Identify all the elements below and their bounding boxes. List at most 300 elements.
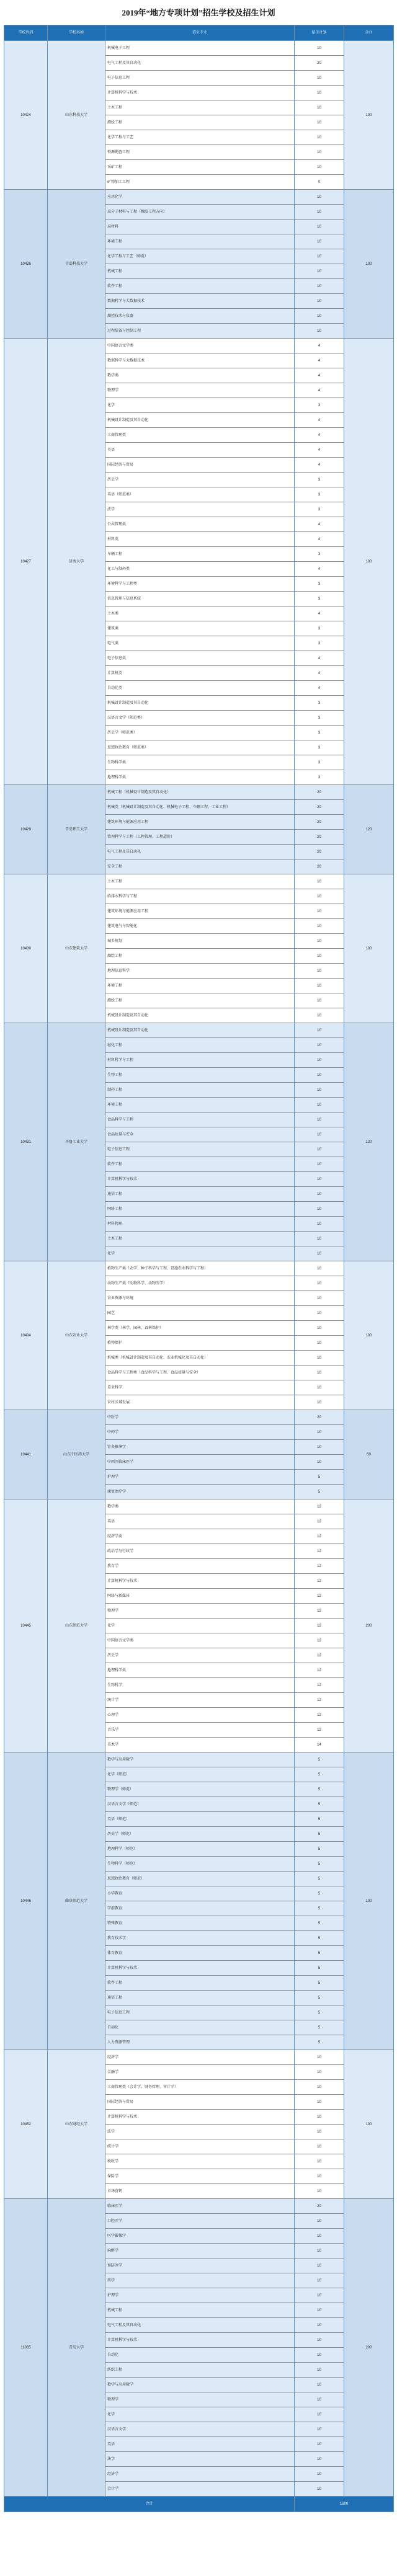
major-cell: 过程装备与控制工程: [105, 324, 295, 339]
major-cell: 管理科学与工程（工程管理、工程造价）: [105, 830, 295, 845]
plan-count-cell: 10: [295, 1068, 344, 1083]
major-cell: 金融学: [105, 2065, 295, 2080]
major-cell: 化学: [105, 1246, 295, 1261]
plan-count-cell: 3: [295, 502, 344, 517]
major-cell: 食品科学与工程: [105, 1113, 295, 1127]
major-cell: 自动化: [105, 2348, 295, 2363]
major-cell: 法学: [105, 2452, 295, 2467]
major-cell: 英语（师范）: [105, 1812, 295, 1827]
major-cell: 软件工程: [105, 279, 295, 294]
plan-count-cell: 12: [295, 1678, 344, 1693]
plan-count-cell: 4: [295, 666, 344, 681]
major-cell: 机械工程（机械设计制造及其自动化）: [105, 785, 295, 800]
major-cell: 地理科学类: [105, 770, 295, 785]
plan-count-cell: 3: [295, 770, 344, 785]
major-cell: 高材料: [105, 220, 295, 234]
major-cell: 测绘工程: [105, 949, 295, 964]
major-cell: 政治学与行政学: [105, 1544, 295, 1559]
plan-count-cell: 10: [295, 2139, 344, 2154]
major-cell: 测控技术与仪器: [105, 309, 295, 324]
plan-count-cell: 10: [295, 86, 344, 100]
plan-count-cell: 10: [295, 2407, 344, 2422]
major-cell: 体育教育: [105, 1946, 295, 1961]
major-cell: 城乡规划: [105, 934, 295, 949]
plan-count-cell: 10: [295, 2050, 344, 2065]
major-cell: 汉语言文学（师范）: [105, 1797, 295, 1812]
major-cell: 材料科学与工程: [105, 1053, 295, 1068]
plan-count-cell: 4: [295, 413, 344, 428]
school-total-cell: 100: [344, 1261, 394, 1410]
plan-count-cell: 5: [295, 2035, 344, 2050]
table-row: [4, 1410, 394, 1425]
plan-count-cell: 10: [295, 294, 344, 309]
major-cell: 物理学: [105, 1604, 295, 1619]
major-cell: 机械类（机械设计制造及其自动化、农业机械化及其自动化）: [105, 1351, 295, 1366]
major-cell: 保险学: [105, 2169, 295, 2184]
table-body: [4, 41, 394, 2497]
major-cell: 针灸推拿学: [105, 1440, 295, 1455]
major-cell: 化学: [105, 2407, 295, 2422]
major-cell: 电气工程及其自动化: [105, 845, 295, 859]
major-cell: 矿物加工工程: [105, 175, 295, 190]
school-total-cell: 200: [344, 2199, 394, 2497]
major-cell: 数学与应用数学: [105, 1752, 295, 1767]
plan-count-cell: 3: [295, 740, 344, 755]
major-cell: 汉语言文学（师范类）: [105, 711, 295, 726]
plan-count-cell: 3: [295, 636, 344, 651]
header-total: 合计: [344, 25, 394, 41]
plan-count-cell: 12: [295, 1514, 344, 1529]
plan-count-cell: 5: [295, 1752, 344, 1767]
plan-count-cell: 12: [295, 1604, 344, 1619]
major-cell: 历史学（师范类）: [105, 726, 295, 740]
plan-count-cell: 10: [295, 234, 344, 249]
major-cell: 物理学: [105, 383, 295, 398]
plan-count-cell: 10: [295, 2318, 344, 2333]
major-cell: 土木工程: [105, 874, 295, 889]
major-cell: 统计学: [105, 1693, 295, 1708]
plan-count-cell: 20: [295, 859, 344, 874]
plan-count-cell: 10: [295, 264, 344, 279]
school-code-cell: 10434: [4, 1261, 48, 1410]
plan-count-cell: 14: [295, 1738, 344, 1752]
plan-count-cell: 12: [295, 1589, 344, 1604]
plan-count-cell: 10: [295, 1440, 344, 1455]
major-cell: 数学类: [105, 368, 295, 383]
plan-count-cell: 5: [295, 1842, 344, 1857]
plan-count-cell: 10: [295, 1321, 344, 1336]
plan-count-cell: 12: [295, 1619, 344, 1633]
major-cell: 口腔医学: [105, 2214, 295, 2229]
plan-count-cell: 5: [295, 1901, 344, 1916]
plan-count-cell: 10: [295, 1113, 344, 1127]
school-total-cell: 100: [344, 190, 394, 339]
major-cell: 税收学: [105, 2154, 295, 2169]
major-cell: 土木工程: [105, 100, 295, 115]
major-cell: 环境科学与工程类: [105, 577, 295, 592]
major-cell: 护理学: [105, 2288, 295, 2303]
major-cell: 园艺: [105, 1306, 295, 1321]
plan-count-cell: 10: [295, 1172, 344, 1187]
plan-count-cell: 12: [295, 1663, 344, 1678]
major-cell: 轻化工程: [105, 1038, 295, 1053]
major-cell: 土木类: [105, 606, 295, 621]
plan-count-cell: 12: [295, 1499, 344, 1514]
major-cell: 英语: [105, 1514, 295, 1529]
plan-count-cell: 3: [295, 398, 344, 413]
plan-count-cell: 10: [295, 309, 344, 324]
major-cell: 音乐学: [105, 1723, 295, 1738]
plan-count-cell: 10: [295, 2244, 344, 2258]
major-cell: 建筑类: [105, 621, 295, 636]
major-cell: 数学与应用数学: [105, 2378, 295, 2392]
major-cell: 软件工程: [105, 1976, 295, 1991]
plan-count-cell: 20: [295, 800, 344, 815]
plan-count-cell: 10: [295, 2363, 344, 2378]
plan-count-cell: 10: [295, 1425, 344, 1440]
plan-count-cell: 3: [295, 577, 344, 592]
school-name-cell: 山东财经大学: [48, 2050, 105, 2199]
footer-row: [4, 2497, 394, 2512]
major-cell: 计算机科学与技术: [105, 2110, 295, 2125]
major-cell: 资源勘查工程: [105, 145, 295, 160]
plan-count-cell: 10: [295, 964, 344, 979]
plan-count-cell: 5: [295, 1857, 344, 1872]
major-cell: 环境工程: [105, 979, 295, 993]
major-cell: 网络与新媒体: [105, 1589, 295, 1604]
major-cell: 植物生产类（农学、种子科学与工程、设施农业科学与工程）: [105, 1261, 295, 1276]
header-major: 招生专业: [105, 25, 295, 41]
plan-count-cell: 10: [295, 1187, 344, 1202]
major-cell: 经济学: [105, 2050, 295, 2065]
school-code-cell: 10446: [4, 1752, 48, 2050]
plan-count-cell: 3: [295, 473, 344, 487]
plan-count-cell: 12: [295, 1574, 344, 1589]
table-row: [4, 874, 394, 889]
major-cell: 护理学: [105, 1470, 295, 1485]
major-cell: 中国语言文学类: [105, 339, 295, 353]
table-row: [4, 339, 394, 353]
major-cell: 林学类（林学、园林、森林保护）: [105, 1321, 295, 1336]
school-total-cell: 100: [344, 874, 394, 1023]
major-cell: 车辆工程: [105, 547, 295, 562]
school-code-cell: 10445: [4, 1499, 48, 1752]
major-cell: 心理学: [105, 1708, 295, 1723]
major-cell: 材料物理: [105, 1217, 295, 1232]
plan-count-cell: 3: [295, 755, 344, 770]
plan-count-cell: 4: [295, 353, 344, 368]
major-cell: 市场营销: [105, 2184, 295, 2199]
plan-count-cell: 10: [295, 279, 344, 294]
plan-count-cell: 4: [295, 368, 344, 383]
header-school-name: 学校名称: [48, 25, 105, 41]
plan-count-cell: 10: [295, 130, 344, 145]
plan-count-cell: 4: [295, 339, 344, 353]
major-cell: 网络工程: [105, 1202, 295, 1217]
major-cell: 建筑环境与能源应用工程: [105, 815, 295, 830]
major-cell: 思想政治教育（师范类）: [105, 740, 295, 755]
plan-count-cell: 5: [295, 1916, 344, 1931]
plan-count-cell: 20: [295, 785, 344, 800]
school-code-cell: 11065: [4, 2199, 48, 2497]
plan-count-cell: 10: [295, 1142, 344, 1157]
plan-count-cell: 10: [295, 2303, 344, 2318]
plan-count-cell: 10: [295, 2482, 344, 2497]
major-cell: 数学类: [105, 1499, 295, 1514]
major-cell: 经济学: [105, 2467, 295, 2482]
plan-count-cell: 4: [295, 517, 344, 532]
major-cell: 英语（师范类）: [105, 487, 295, 502]
plan-count-cell: 4: [295, 532, 344, 547]
major-cell: 测绘工程: [105, 993, 295, 1008]
major-cell: 建筑电气与智能化: [105, 919, 295, 934]
major-cell: 康复治疗学: [105, 1485, 295, 1499]
plan-count-cell: 10: [295, 2422, 344, 2437]
major-cell: 汉语言文学: [105, 2422, 295, 2437]
plan-count-cell: 10: [295, 1395, 344, 1410]
table-row: [4, 2050, 394, 2065]
plan-count-cell: 20: [295, 1410, 344, 1425]
plan-count-cell: 10: [295, 1276, 344, 1291]
plan-count-cell: 10: [295, 190, 344, 205]
major-cell: 草业科学: [105, 1380, 295, 1395]
major-cell: 生物科学（师范）: [105, 1857, 295, 1872]
school-total-cell: 120: [344, 1023, 394, 1261]
major-cell: 安全工程: [105, 859, 295, 874]
plan-count-cell: 4: [295, 681, 344, 696]
plan-count-cell: 10: [295, 2110, 344, 2125]
school-code-cell: 10452: [4, 2050, 48, 2199]
header-school-code: 学校代码: [4, 25, 48, 41]
major-cell: 计算机科学与技术: [105, 1961, 295, 1976]
major-cell: 给排水科学与工程: [105, 889, 295, 904]
plan-count-cell: 10: [295, 145, 344, 160]
major-cell: 计算机科学与技术: [105, 1574, 295, 1589]
plan-count-cell: 10: [295, 2392, 344, 2407]
plan-count-cell: 10: [295, 1053, 344, 1068]
major-cell: 环境工程: [105, 1098, 295, 1113]
plan-count-cell: 10: [295, 2169, 344, 2184]
major-cell: 生物工程: [105, 1068, 295, 1083]
major-cell: 电气类: [105, 636, 295, 651]
major-cell: 电气工程及其自动化: [105, 56, 295, 71]
enrollment-table: [4, 25, 394, 2512]
major-cell: 英语: [105, 2437, 295, 2452]
major-cell: 电子信息工程: [105, 2005, 295, 2020]
major-cell: 学前教育: [105, 1901, 295, 1916]
major-cell: 电子信息类: [105, 651, 295, 666]
major-cell: 国际经济与贸易: [105, 458, 295, 473]
plan-count-cell: 4: [295, 443, 344, 458]
major-cell: 思想政治教育（师范）: [105, 1872, 295, 1886]
major-cell: 生物科学: [105, 1678, 295, 1693]
school-name-cell: 青岛科技大学: [48, 190, 105, 339]
plan-count-cell: 10: [295, 324, 344, 339]
plan-count-cell: 5: [295, 2005, 344, 2020]
plan-count-cell: 10: [295, 2437, 344, 2452]
plan-count-cell: 10: [295, 1232, 344, 1246]
school-code-cell: 10441: [4, 1410, 48, 1499]
plan-count-cell: 12: [295, 1723, 344, 1738]
school-name-cell: 青岛理工大学: [48, 785, 105, 874]
plan-count-cell: 12: [295, 1693, 344, 1708]
major-cell: 数据科学与大数据技术: [105, 353, 295, 368]
major-cell: 机械设计制造及其自动化: [105, 1023, 295, 1038]
major-cell: 软件工程: [105, 1157, 295, 1172]
header-plan: 招生计划: [295, 25, 344, 41]
major-cell: 人力资源管理: [105, 2035, 295, 2050]
major-cell: 电子信息工程: [105, 1142, 295, 1157]
school-total-cell: 100: [344, 339, 394, 785]
footer-label: 合计: [4, 2497, 295, 2512]
plan-count-cell: 10: [295, 1157, 344, 1172]
major-cell: 数据科学与大数据技术: [105, 294, 295, 309]
major-cell: 经济学类: [105, 1529, 295, 1544]
table-row: [4, 1261, 394, 1276]
plan-count-cell: 10: [295, 2214, 344, 2229]
school-name-cell: 山东科技大学: [48, 41, 105, 190]
plan-count-cell: 10: [295, 2273, 344, 2288]
major-cell: 美术学: [105, 1738, 295, 1752]
table-header: [4, 25, 394, 41]
major-cell: 历史学（师范）: [105, 1827, 295, 1842]
footer-total: 1600: [295, 2497, 394, 2512]
major-cell: 自动化: [105, 2020, 295, 2035]
major-cell: 化学工程与工艺（师范）: [105, 249, 295, 264]
major-cell: 法学: [105, 502, 295, 517]
plan-count-cell: 10: [295, 2184, 344, 2199]
major-cell: 植物保护: [105, 1336, 295, 1351]
plan-count-cell: 10: [295, 2348, 344, 2363]
major-cell: 应用化学: [105, 190, 295, 205]
plan-count-cell: 10: [295, 1008, 344, 1023]
plan-count-cell: 10: [295, 2095, 344, 2110]
plan-count-cell: 20: [295, 2199, 344, 2214]
school-total-cell: 200: [344, 1499, 394, 1752]
major-cell: 特殊教育: [105, 1916, 295, 1931]
school-name-cell: 山东中医药大学: [48, 1410, 105, 1499]
plan-count-cell: 3: [295, 487, 344, 502]
plan-count-cell: 5: [295, 1961, 344, 1976]
plan-count-cell: 20: [295, 56, 344, 71]
plan-count-cell: 10: [295, 220, 344, 234]
plan-count-cell: 20: [295, 815, 344, 830]
plan-count-cell: 10: [295, 1202, 344, 1217]
major-cell: 统计学: [105, 2139, 295, 2154]
plan-count-cell: 10: [295, 904, 344, 919]
plan-count-cell: 10: [295, 1291, 344, 1306]
table-row: [4, 2199, 394, 2214]
plan-count-cell: 10: [295, 1127, 344, 1142]
major-cell: 自动化类: [105, 681, 295, 696]
major-cell: 电气工程及其自动化: [105, 2318, 295, 2333]
plan-count-cell: 4: [295, 458, 344, 473]
school-name-cell: 济南大学: [48, 339, 105, 785]
major-cell: 农业资源与环境: [105, 1291, 295, 1306]
major-cell: 医学影像学: [105, 2229, 295, 2244]
plan-count-cell: 10: [295, 100, 344, 115]
plan-count-cell: 3: [295, 711, 344, 726]
plan-count-cell: 10: [295, 2154, 344, 2169]
plan-count-cell: 10: [295, 874, 344, 889]
major-cell: 采矿工程: [105, 160, 295, 175]
plan-count-cell: 12: [295, 1633, 344, 1648]
plan-count-cell: 10: [295, 979, 344, 993]
plan-count-cell: 10: [295, 889, 344, 904]
major-cell: 食品质量与安全: [105, 1127, 295, 1142]
major-cell: 物理学（师范）: [105, 1782, 295, 1797]
plan-count-cell: 5: [295, 1991, 344, 2005]
major-cell: 机械设计制造及其自动化: [105, 1008, 295, 1023]
plan-count-cell: 5: [295, 1812, 344, 1827]
plan-count-cell: 10: [295, 2080, 344, 2095]
plan-count-cell: 5: [295, 1767, 344, 1782]
plan-count-cell: 10: [295, 1351, 344, 1366]
plan-count-cell: 20: [295, 830, 344, 845]
plan-count-cell: 10: [295, 919, 344, 934]
plan-count-cell: 10: [295, 1455, 344, 1470]
table-row: [4, 190, 394, 205]
major-cell: 中西医临床医学: [105, 1455, 295, 1470]
plan-count-cell: 10: [295, 2258, 344, 2273]
major-cell: 化工与制药类: [105, 562, 295, 577]
school-name-cell: 青岛大学: [48, 2199, 105, 2497]
plan-count-cell: 4: [295, 428, 344, 443]
major-cell: 教育学: [105, 1559, 295, 1574]
plan-count-cell: 12: [295, 1559, 344, 1574]
plan-count-cell: 5: [295, 1946, 344, 1961]
plan-count-cell: 5: [295, 1782, 344, 1797]
plan-count-cell: 5: [295, 1797, 344, 1812]
major-cell: 计算机科学与技术: [105, 1172, 295, 1187]
major-cell: 工商管理类: [105, 428, 295, 443]
major-cell: 制药工程: [105, 1083, 295, 1098]
plan-count-cell: 10: [295, 160, 344, 175]
plan-count-cell: 5: [295, 1485, 344, 1499]
plan-count-cell: 10: [295, 2333, 344, 2348]
major-cell: 土木工程: [105, 1232, 295, 1246]
school-code-cell: 10429: [4, 785, 48, 874]
school-total-cell: 100: [344, 41, 394, 190]
plan-count-cell: 0: [295, 175, 344, 190]
plan-count-cell: 10: [295, 2378, 344, 2392]
plan-count-cell: 20: [295, 845, 344, 859]
major-cell: 计算机科学与技术: [105, 86, 295, 100]
table-row: [4, 1499, 394, 1514]
plan-count-cell: 10: [295, 1246, 344, 1261]
school-name-cell: 山东建筑大学: [48, 874, 105, 1023]
school-code-cell: 10430: [4, 874, 48, 1023]
major-cell: 信息管理与信息系统: [105, 592, 295, 606]
plan-count-cell: 5: [295, 1976, 344, 1991]
plan-count-cell: 4: [295, 562, 344, 577]
major-cell: 麻醉学: [105, 2244, 295, 2258]
plan-count-cell: 5: [295, 1827, 344, 1842]
major-cell: 动物生产类（动物科学、动物医学）: [105, 1276, 295, 1291]
plan-count-cell: 10: [295, 1306, 344, 1321]
plan-count-cell: 4: [295, 383, 344, 398]
school-total-cell: 120: [344, 785, 394, 874]
major-cell: 英语: [105, 443, 295, 458]
major-cell: 临床医学: [105, 2199, 295, 2214]
major-cell: 生物科学类: [105, 755, 295, 770]
plan-count-cell: 10: [295, 2065, 344, 2080]
major-cell: 法学: [105, 2125, 295, 2139]
school-total-cell: 100: [344, 2050, 394, 2199]
table-footer: [4, 2497, 394, 2512]
plan-count-cell: 10: [295, 1261, 344, 1276]
plan-count-cell: 10: [295, 1217, 344, 1232]
